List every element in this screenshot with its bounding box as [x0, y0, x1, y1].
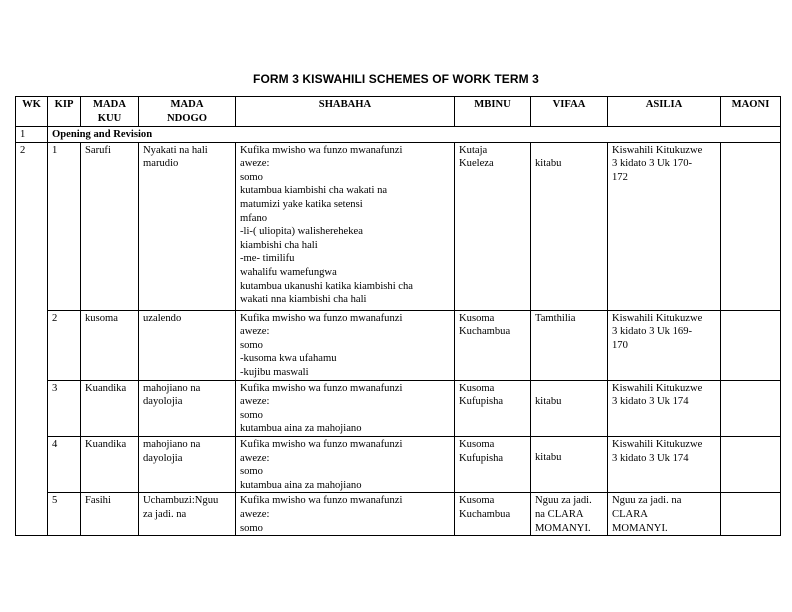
week-1-number: 1 [16, 127, 48, 143]
header-maoni: MAONI [721, 97, 781, 127]
mada-ndogo-cell: mahojiano na dayolojia [139, 436, 236, 492]
shabaha-cell: Kufika mwisho wa funzo mwanafunzi aweze: somo kutambua aina za mahojiano [236, 436, 455, 492]
mada-kuu-cell: Kuandika [81, 436, 139, 492]
week-2-number: 2 [16, 142, 48, 536]
maoni-cell [721, 493, 781, 536]
mbinu-cell: Kusoma Kuchambua [455, 493, 531, 536]
header-kip: KIP [48, 97, 81, 127]
asilia-cell: Kiswahili Kitukuzwe 3 kidato 3 Uk 174 [608, 380, 721, 436]
asilia-cell: Kiswahili Kitukuzwe 3 kidato 3 Uk 169- 170 [608, 310, 721, 380]
shabaha-cell: Kufika mwisho wa funzo mwanafunzi aweze: somo kutambua aina za mahojiano [236, 380, 455, 436]
kip-cell: 3 [48, 380, 81, 436]
header-mbinu: MBINU [455, 97, 531, 127]
kip-cell: 2 [48, 310, 81, 380]
mbinu-cell: Kutaja Kueleza [455, 142, 531, 310]
asilia-cell: Nguu za jadi. na CLARA MOMANYI. [608, 493, 721, 536]
kip-cell: 5 [48, 493, 81, 536]
mada-kuu-cell: Sarufi [81, 142, 139, 310]
kip-cell: 1 [48, 142, 81, 310]
shabaha-cell: Kufika mwisho wa funzo mwanafunzi aweze: somo kutambua kiambishi cha wakati na matumizi yake katika setensi mfano -li-( uliopita) walisherehekea kiambishi cha hali -me- timilifu wahalifu wamefungwa kutambua ukanushi katika kiambishi cha wakati nna kiambishi cha hali [236, 142, 455, 310]
shabaha-cell: Kufika mwisho wa funzo mwanafunzi aweze: somo -kusoma kwa ufahamu -kujibu maswali [236, 310, 455, 380]
scheme-table [15, 96, 781, 536]
maoni-cell [721, 142, 781, 310]
mada-ndogo-cell: Uchambuzi:Nguu za jadi. na [139, 493, 236, 536]
vifaa-cell: kitabu [531, 380, 608, 436]
header-asilia: ASILIA [608, 97, 721, 127]
table-row [16, 142, 781, 310]
mada-kuu-cell: kusoma [81, 310, 139, 380]
opening-revision-label: Opening and Revision [48, 127, 781, 143]
vifaa-cell: Tamthilia [531, 310, 608, 380]
table-row [16, 380, 781, 436]
shabaha-cell: Kufika mwisho wa funzo mwanafunzi aweze: somo [236, 493, 455, 536]
mada-ndogo-cell: uzalendo [139, 310, 236, 380]
table-row [16, 436, 781, 492]
maoni-cell [721, 436, 781, 492]
header-mada-ndogo: MADA NDOGO [139, 97, 236, 127]
vifaa-cell: Nguu za jadi. na CLARA MOMANYI. [531, 493, 608, 536]
maoni-cell [721, 310, 781, 380]
mbinu-cell: Kusoma Kufupisha [455, 380, 531, 436]
header-vifaa: VIFAA [531, 97, 608, 127]
header-row [16, 97, 781, 127]
mbinu-cell: Kusoma Kufupisha [455, 436, 531, 492]
header-mada-kuu: MADA KUU [81, 97, 139, 127]
maoni-cell [721, 380, 781, 436]
header-wk: WK [16, 97, 48, 127]
document-title: FORM 3 KISWAHILI SCHEMES OF WORK TERM 3 [253, 72, 539, 86]
asilia-cell: Kiswahili Kitukuzwe 3 kidato 3 Uk 170- 172 [608, 142, 721, 310]
mada-kuu-cell: Fasihi [81, 493, 139, 536]
vifaa-cell: kitabu [531, 142, 608, 310]
mada-kuu-cell: Kuandika [81, 380, 139, 436]
header-shabaha: SHABAHA [236, 97, 455, 127]
mbinu-cell: Kusoma Kuchambua [455, 310, 531, 380]
mada-ndogo-cell: Nyakati na hali marudio [139, 142, 236, 310]
table-row [16, 310, 781, 380]
asilia-cell: Kiswahili Kitukuzwe 3 kidato 3 Uk 174 [608, 436, 721, 492]
mada-ndogo-cell: mahojiano na dayolojia [139, 380, 236, 436]
vifaa-cell: kitabu [531, 436, 608, 492]
kip-cell: 4 [48, 436, 81, 492]
table-row [16, 493, 781, 536]
week-1-row [16, 127, 781, 143]
